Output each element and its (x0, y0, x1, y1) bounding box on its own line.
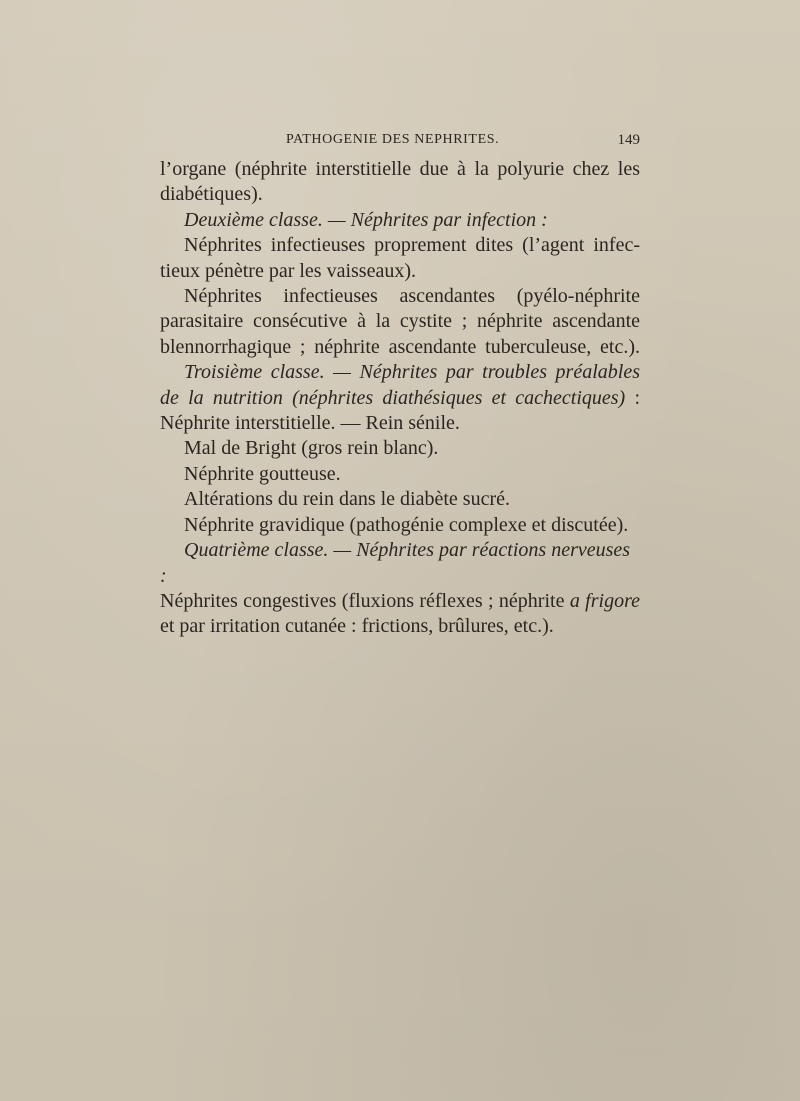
section-heading-continuation (160, 386, 640, 411)
colon: : (625, 386, 640, 409)
body-text (160, 157, 640, 640)
page-number: 149 (617, 132, 640, 148)
text-line: l’organe (néphrite interstitielle due à la polyurie chez les (160, 158, 640, 180)
text-line: diabétiques). (160, 183, 263, 206)
section-heading-deuxieme-classe: Deuxième classe. — Néphrites par infection : (184, 208, 548, 231)
text-line: blennorrhagique ; néphrite ascendante tuberculeuse, etc.). (160, 335, 640, 358)
text-line: Mal de Bright (gros rein blanc). (184, 437, 439, 460)
italic-phrase: a frigore (569, 589, 640, 612)
italic-phrase: de la nutrition (néphrites diathésiques et cachectiques) (160, 386, 626, 409)
text-line: Néphrites infectieuses ascendantes (pyélo-néphrite (184, 285, 640, 308)
text-line: Néphrite gravidique (pathogénie complexe et discutée). (184, 513, 629, 536)
text-line: Néphrite goutteuse. (184, 462, 341, 485)
section-heading-quatrieme-classe: Quatrième classe. — Néphrites par réactions nerveuses : (160, 539, 631, 587)
section-heading-troisieme-classe: Troisième classe. — Néphrites par troubles préalables (184, 361, 640, 384)
text-fragment: Néphrites congestives (fluxions réflexes ; néphrite (160, 589, 570, 612)
text-line: tieux pénètre par les vaisseaux). (160, 259, 417, 282)
page-header (160, 130, 640, 152)
text-line: Néphrite interstitielle. — Rein sénile. (160, 412, 460, 435)
text-line: Néphrites infectieuses proprement dites (l’agent infec- (184, 234, 640, 257)
text-line: parasitaire consécutive à la cystite ; néphrite ascendante (160, 310, 640, 333)
running-head: PATHOGENIE DES NEPHRITES. (286, 132, 500, 147)
text-line: Altérations du rein dans le diabète sucré. (184, 488, 510, 511)
text-line (160, 589, 640, 614)
text-line: et par irritation cutanée : frictions, brûlures, etc.). (160, 615, 554, 638)
